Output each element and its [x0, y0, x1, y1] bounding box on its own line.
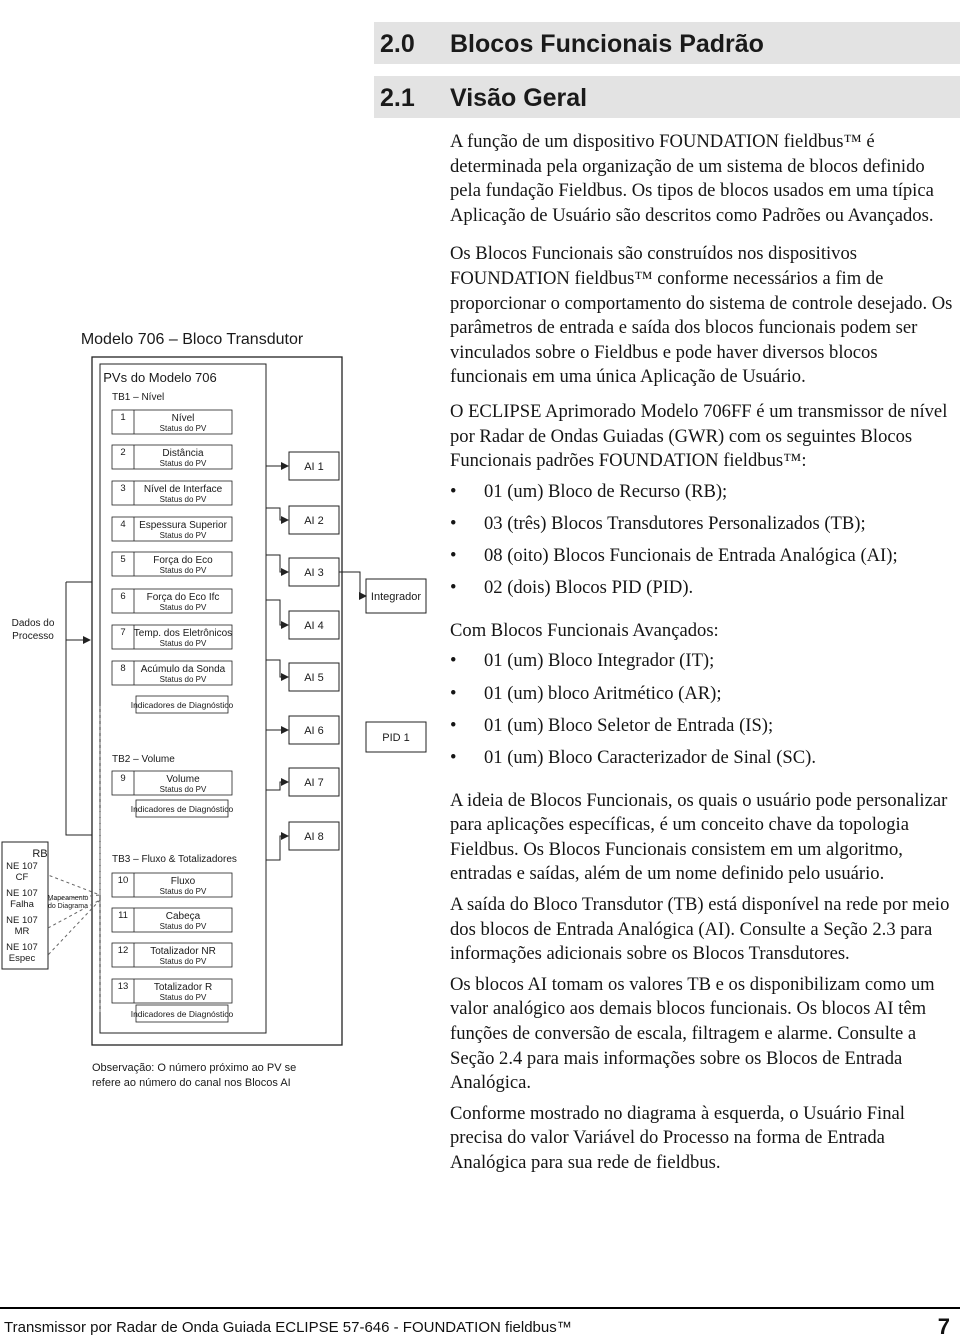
channel-number: 8 — [120, 663, 126, 674]
channel-name: Nível — [171, 413, 195, 424]
process-data-label-line1: Dados do — [11, 618, 55, 629]
channel-name: Espessura Superior — [139, 520, 227, 531]
channel-name: Totalizador R — [153, 982, 213, 993]
diagnostic-indicators-label: Indicadores de Diagnóstico — [130, 700, 234, 710]
channel-status: Status do PV — [159, 531, 207, 540]
footer-rule — [0, 1307, 960, 1309]
footer-text: Transmissor por Radar de Onda Guiada ECLIPSE 57-646 - FOUNDATION fieldbus™ — [4, 1319, 572, 1336]
channel-status: Status do PV — [159, 887, 207, 896]
channel-status: Status do PV — [159, 957, 207, 966]
ai3-to-integrator-arrow — [339, 572, 366, 596]
advanced-blocks-list — [450, 649, 958, 770]
list-item: • 01 (um) bloco Aritmético (AR); — [450, 682, 958, 707]
diagram-note-line1: Observação: O número próximo ao PV se — [92, 1062, 297, 1074]
channel-number: 1 — [120, 412, 126, 423]
section-title: Blocos Funcionais Padrão — [450, 30, 764, 58]
page-number: 7 — [937, 1314, 950, 1339]
diagnostic-indicators-label: Indicadores de Diagnóstico — [130, 1009, 234, 1019]
paragraph-eclipse: O ECLIPSE Aprimorado Modelo 706FF é um transmissor de nível por Radar de Ondas Guiadas (GWR) com os seguintes Blocos Funcionais padrões FOUNDATION fieldbus™: — [450, 400, 948, 472]
channel-name: Distância — [162, 448, 204, 459]
body-text — [450, 130, 958, 1188]
channel-number: 13 — [117, 981, 129, 992]
ne107-line1: NE 107 — [6, 888, 38, 899]
channel-number: 3 — [120, 483, 126, 494]
ai-block-label: AI 4 — [304, 620, 324, 632]
channel-name: Força do Eco — [153, 555, 213, 566]
ai-block-label: AI 1 — [304, 461, 324, 473]
channel-number: 6 — [120, 591, 126, 602]
list-item: • 01 (um) Bloco de Recurso (RB); — [450, 480, 958, 505]
diagram-mapping-label-line2: do Diagrama — [47, 903, 89, 910]
channel-number: 11 — [118, 910, 128, 921]
pvs-title: PVs do Modelo 706 — [103, 370, 217, 385]
channel-status: Status do PV — [159, 424, 207, 433]
channel-status: Status do PV — [159, 459, 207, 468]
channel-number: 7 — [120, 627, 126, 638]
ne107-line2: CF — [15, 872, 29, 883]
channel-name: Nível de Interface — [143, 484, 223, 495]
tb3-label: TB3 – Fluxo & Totalizadores — [112, 854, 237, 865]
ai-block-list — [289, 452, 339, 850]
channel-status: Status do PV — [159, 675, 207, 684]
channel-status: Status do PV — [159, 785, 207, 794]
channel-number: 12 — [117, 945, 129, 956]
list-item: • 08 (oito) Blocos Funcionais de Entrada Analógica (AI); — [450, 544, 958, 569]
subsection-number: 2.1 — [380, 84, 415, 112]
channel-status: Status do PV — [159, 603, 207, 612]
channel-status: Status do PV — [159, 639, 207, 648]
ne107-list — [6, 861, 38, 964]
section-header — [380, 30, 764, 59]
channel-number: 2 — [120, 447, 126, 458]
channel-name: Fluxo — [170, 876, 196, 887]
transducer-block-diagram — [0, 300, 450, 1100]
pid-label: PID 1 — [382, 732, 410, 744]
channel-name: Temp. dos Eletrônicos — [133, 628, 233, 639]
paragraph-intro: A função de um dispositivo FOUNDATION fieldbus™ é determinada pela organização de um sistema de blocos definido pela fundação Fieldbus. Os tipos de blocos usados em uma típica Aplicação de Usuário são descritos como Padrões ou Avançados. — [450, 131, 934, 226]
tb1-label: TB1 – Nível — [112, 392, 165, 403]
ai-block-label: AI 8 — [304, 831, 324, 843]
list-item: • 03 (três) Blocos Transdutores Personalizados (TB); — [450, 512, 958, 537]
paragraph-ai-blocks: Os blocos AI tomam os valores TB e os disponibilizam como um valor analógico aos demais blocos funcionais. Os blocos AI têm funções de conversão de escala, filtragem e alarme. Consulte a Seção 2.4 para mais informações sobre os Blocos de Entrada Analógica. — [450, 973, 935, 1094]
ne107-line1: NE 107 — [6, 861, 38, 872]
ai-block-label: AI 7 — [304, 777, 324, 789]
channel-status: Status do PV — [159, 922, 207, 931]
paragraph-idea: A ideia de Blocos Funcionais, os quais o usuário pode personalizar para aplicações específicas, é um conceito chave da topologia Fieldbus. Os Blocos Funcionais consistem em um algoritmo, entradas e saídas, além de um nome definido pelo usuário. — [450, 789, 948, 885]
channel-name: Força do Eco Ifc — [146, 592, 220, 603]
ai-block-label: AI 5 — [304, 672, 324, 684]
channel-name: Totalizador NR — [150, 946, 216, 957]
channel-status: Status do PV — [159, 566, 207, 575]
ai-block-label: AI 2 — [304, 515, 324, 527]
channel-name: Cabeça — [165, 911, 201, 922]
tb-to-ai-connectors — [266, 400, 288, 860]
process-data-bracket — [66, 582, 92, 835]
ne107-line2: MR — [14, 926, 30, 937]
channel-status: Status do PV — [159, 495, 207, 504]
ne107-line2: Falha — [10, 899, 34, 910]
ne107-line1: NE 107 — [6, 942, 38, 953]
integrator-label: Integrador — [370, 591, 422, 603]
subsection-header — [380, 84, 587, 113]
paragraph-function-blocks: Os Blocos Funcionais são construídos nos dispositivos FOUNDATION fieldbus™ conforme necessários a fim de proporcionar o comportamento do sistema de controle desejado. Os parâmetros de entrada e saída dos blocos funcionais podem ser vinculados sobre o Fieldbus e pode haver diversos blocos funcionais em uma única Aplicação de Usuário. — [450, 243, 953, 388]
diagnostic-indicators-label: Indicadores de Diagnóstico — [130, 804, 234, 814]
channel-name: Volume — [166, 774, 200, 785]
list-item: • 01 (um) Bloco Seletor de Entrada (IS); — [450, 714, 958, 739]
ai-block-label: AI 6 — [304, 725, 324, 737]
list-item: • 02 (dois) Blocos PID (PID). — [450, 576, 958, 601]
channel-number: 10 — [117, 875, 129, 886]
channel-number: 4 — [120, 519, 126, 530]
ai-block-label: AI 3 — [304, 567, 324, 579]
diagram-mapping-label-line1: Mapeamento — [47, 895, 89, 902]
ne107-line1: NE 107 — [6, 915, 38, 926]
standard-blocks-list — [450, 480, 958, 601]
paragraph-end-user: Conforme mostrado no diagrama à esquerda, o Usuário Final precisa do valor Variável do Processo na forma de Entrada Analógica para sua rede de fieldbus. — [450, 1102, 905, 1173]
subsection-title: Visão Geral — [450, 84, 588, 112]
list-item: • 01 (um) Bloco Caracterizador de Sinal (SC). — [450, 746, 958, 771]
channel-name: Acúmulo da Sonda — [140, 664, 226, 675]
channel-status: Status do PV — [159, 993, 207, 1002]
diagram-title: Modelo 706 – Bloco Transdutor — [80, 331, 304, 348]
ne107-line2: Espec — [8, 953, 36, 964]
channel-number: 5 — [120, 554, 126, 565]
paragraph-tb-output: A saída do Bloco Transdutor (TB) está disponível na rede por meio dos blocos de Entrada Analógica (AI). Consulte a Seção 2.3 para informações adicionais sobre os Blocos Transdutores. — [450, 894, 950, 965]
section-number: 2.0 — [380, 30, 415, 58]
channel-number: 9 — [120, 773, 126, 784]
process-data-label-line2: Processo — [12, 631, 54, 642]
rb-label: RB — [32, 848, 48, 860]
list-item: • 01 (um) Bloco Integrador (IT); — [450, 649, 958, 674]
diagram-note-line2: refere ao número do canal nos Blocos AI — [92, 1077, 291, 1089]
tb2-label: TB2 – Volume — [112, 754, 175, 765]
paragraph-advanced: Com Blocos Funcionais Avançados: — [450, 619, 719, 641]
